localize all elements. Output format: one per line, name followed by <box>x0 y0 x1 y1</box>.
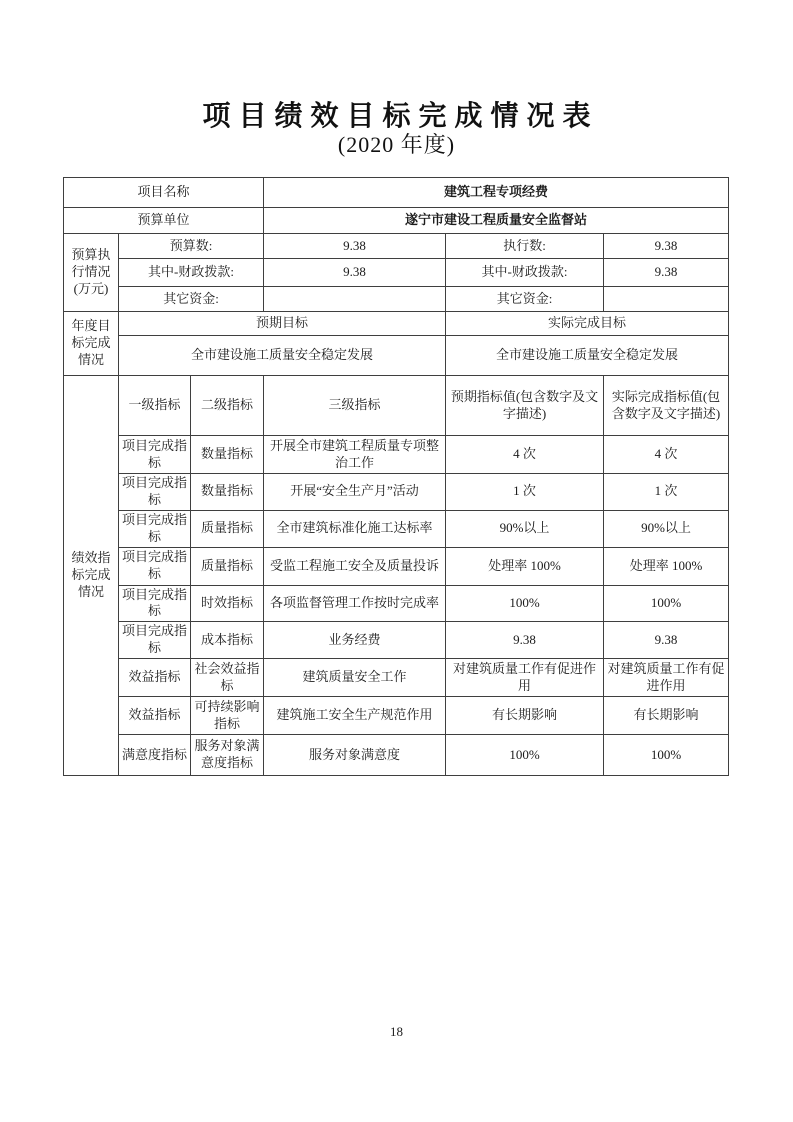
indicator-cell: 9.38 <box>604 622 729 659</box>
indicator-cell: 4 次 <box>604 436 729 474</box>
indicator-cell: 服务对象满意度指标 <box>191 735 264 776</box>
project-name-value: 建筑工程专项经费 <box>264 178 729 208</box>
indicator-cell: 全市建筑标准化施工达标率 <box>264 510 446 547</box>
budget-label: 其中-财政拨款: <box>446 259 604 287</box>
indicator-cell: 社会效益指标 <box>191 659 264 697</box>
indicator-cell: 1 次 <box>604 474 729 511</box>
budget-value: 9.38 <box>264 234 446 259</box>
indicator-cell: 1 次 <box>446 474 604 511</box>
indicator-cell: 4 次 <box>446 436 604 474</box>
indicator-cell: 100% <box>604 735 729 776</box>
page-subtitle: (2020 年度) <box>337 132 456 157</box>
indicator-row <box>64 436 729 474</box>
indicator-row <box>64 735 729 776</box>
budget-label: 其中-财政拨款: <box>119 259 264 287</box>
indicator-cell: 100% <box>604 585 729 622</box>
indicator-row <box>64 659 729 697</box>
indicator-cell: 受监工程施工安全及质量投诉 <box>264 547 446 585</box>
performance-table <box>63 177 729 776</box>
indicator-cell: 数量指标 <box>191 474 264 511</box>
indicator-cell: 9.38 <box>446 622 604 659</box>
indicator-cell: 项目完成指标 <box>119 622 191 659</box>
budget-section-header: 预算执行情况(万元) <box>64 234 119 312</box>
budget-label: 其它资金: <box>119 287 264 312</box>
indicator-cell: 开展全市建筑工程质量专项整治工作 <box>264 436 446 474</box>
indicator-cell: 质量指标 <box>191 510 264 547</box>
indicator-section-header: 绩效指标完成情况 <box>64 376 119 776</box>
indicator-cell: 90%以上 <box>446 510 604 547</box>
indicator-cell: 成本指标 <box>191 622 264 659</box>
budget-value <box>604 287 729 312</box>
expected-target-header: 预期目标 <box>119 312 446 336</box>
budget-label: 其它资金: <box>446 287 604 312</box>
project-name-label: 项目名称 <box>64 178 264 208</box>
budget-label: 执行数: <box>446 234 604 259</box>
indicator-cell: 90%以上 <box>604 510 729 547</box>
indicator-cell: 处理率 100% <box>446 547 604 585</box>
budget-label: 预算数: <box>119 234 264 259</box>
column-header-level3: 三级指标 <box>264 376 446 436</box>
indicator-cell: 效益指标 <box>119 659 191 697</box>
budget-unit-label: 预算单位 <box>64 208 264 234</box>
indicator-cell: 业务经费 <box>264 622 446 659</box>
column-header-expected: 预期指标值(包含数字及文字描述) <box>446 376 604 436</box>
indicator-cell: 有长期影响 <box>446 697 604 735</box>
indicator-cell: 对建筑质量工作有促进作用 <box>446 659 604 697</box>
indicator-cell: 项目完成指标 <box>119 585 191 622</box>
indicator-cell: 服务对象满意度 <box>264 735 446 776</box>
indicator-row <box>64 697 729 735</box>
budget-value: 9.38 <box>264 259 446 287</box>
indicator-cell: 时效指标 <box>191 585 264 622</box>
indicator-row <box>64 585 729 622</box>
indicator-cell: 满意度指标 <box>119 735 191 776</box>
indicator-cell: 质量指标 <box>191 547 264 585</box>
page-title: 项目绩效目标完成情况表 <box>202 100 599 131</box>
page-number: 18 <box>390 1024 403 1039</box>
annual-section-header: 年度目标完成情况 <box>64 312 119 376</box>
budget-value <box>264 287 446 312</box>
indicator-cell: 100% <box>446 585 604 622</box>
indicator-cell: 建筑施工安全生产规范作用 <box>264 697 446 735</box>
budget-unit-value: 遂宁市建设工程质量安全监督站 <box>264 208 729 234</box>
actual-target-value: 全市建设施工质量安全稳定发展 <box>446 336 729 376</box>
indicator-cell: 建筑质量安全工作 <box>264 659 446 697</box>
actual-target-header: 实际完成目标 <box>446 312 729 336</box>
indicator-cell: 数量指标 <box>191 436 264 474</box>
indicator-row <box>64 474 729 511</box>
indicator-cell: 处理率 100% <box>604 547 729 585</box>
indicator-cell: 对建筑质量工作有促进作用 <box>604 659 729 697</box>
column-header-level1: 一级指标 <box>119 376 191 436</box>
indicator-cell: 各项监督管理工作按时完成率 <box>264 585 446 622</box>
column-header-level2: 二级指标 <box>191 376 264 436</box>
expected-target-value: 全市建设施工质量安全稳定发展 <box>119 336 446 376</box>
indicator-cell: 有长期影响 <box>604 697 729 735</box>
indicator-cell: 效益指标 <box>119 697 191 735</box>
indicator-cell: 项目完成指标 <box>119 474 191 511</box>
indicator-cell: 开展“安全生产月”活动 <box>264 474 446 511</box>
budget-value: 9.38 <box>604 234 729 259</box>
indicator-cell: 项目完成指标 <box>119 510 191 547</box>
budget-value: 9.38 <box>604 259 729 287</box>
indicator-row <box>64 547 729 585</box>
indicator-cell: 可持续影响指标 <box>191 697 264 735</box>
indicator-row <box>64 622 729 659</box>
column-header-actual: 实际完成指标值(包含数字及文字描述) <box>604 376 729 436</box>
indicator-row <box>64 510 729 547</box>
indicator-cell: 项目完成指标 <box>119 547 191 585</box>
indicator-cell: 项目完成指标 <box>119 436 191 474</box>
indicator-cell: 100% <box>446 735 604 776</box>
